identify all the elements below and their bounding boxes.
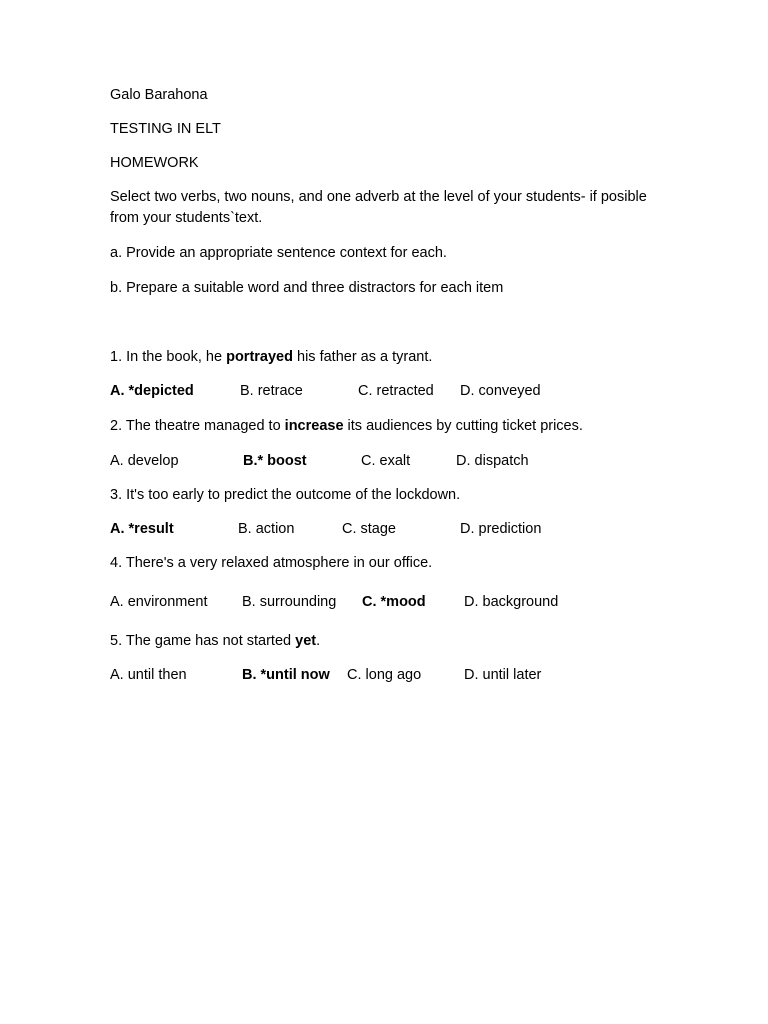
- target-word: increase: [284, 418, 344, 434]
- question-text: 2. The theatre managed to: [110, 418, 285, 434]
- option-c: C. long ago: [347, 667, 422, 683]
- question-text: 5. The game has not started: [110, 633, 296, 649]
- option-c: C. stage: [342, 521, 396, 537]
- option-d: D. until later: [464, 667, 542, 683]
- option-b: B. surrounding: [242, 594, 337, 610]
- target-word: portrayed: [226, 349, 293, 365]
- option-d: D. dispatch: [456, 453, 529, 469]
- option-d: D. background: [464, 594, 559, 610]
- option-d: D. prediction: [460, 521, 542, 537]
- question-5: [110, 631, 320, 651]
- option-a: A. develop: [110, 453, 179, 469]
- option-c: C. retracted: [358, 383, 434, 399]
- option-c: C. exalt: [361, 453, 411, 469]
- question-3: 3. It's too early to predict the outcome of the lockdown.: [110, 487, 461, 503]
- course-title: TESTING IN ELT: [110, 121, 221, 137]
- option-b: B. *until now: [242, 667, 330, 683]
- question-2: [110, 416, 583, 436]
- question-text: its audiences by cutting ticket prices.: [343, 418, 583, 434]
- question-text: .: [316, 633, 321, 649]
- instruction-b: b. Prepare a suitable word and three distractors for each item: [110, 280, 504, 296]
- option-b: B.* boost: [243, 453, 307, 469]
- option-b: B. action: [238, 521, 295, 537]
- question-1: [110, 347, 432, 367]
- option-d: D. conveyed: [460, 383, 541, 399]
- option-a: A. environment: [110, 594, 208, 610]
- option-c: C. *mood: [362, 594, 426, 610]
- author-name: Galo Barahona: [110, 87, 208, 103]
- option-b: B. retrace: [240, 383, 303, 399]
- question-text: 1. In the book, he: [110, 349, 227, 365]
- option-a: A. *result: [110, 521, 174, 537]
- option-a: A. *depicted: [110, 383, 194, 399]
- target-word: yet: [295, 633, 317, 649]
- question-4: 4. There's a very relaxed atmosphere in our office.: [110, 555, 433, 571]
- instruction-main: Select two verbs, two nouns, and one adverb at the level of your students- if posible from your students`text.: [110, 189, 647, 226]
- question-text: his father as a tyrant.: [292, 349, 433, 365]
- assignment-title: HOMEWORK: [110, 155, 199, 171]
- instruction-a: a. Provide an appropriate sentence context for each.: [110, 245, 447, 261]
- option-a: A. until then: [110, 667, 187, 683]
